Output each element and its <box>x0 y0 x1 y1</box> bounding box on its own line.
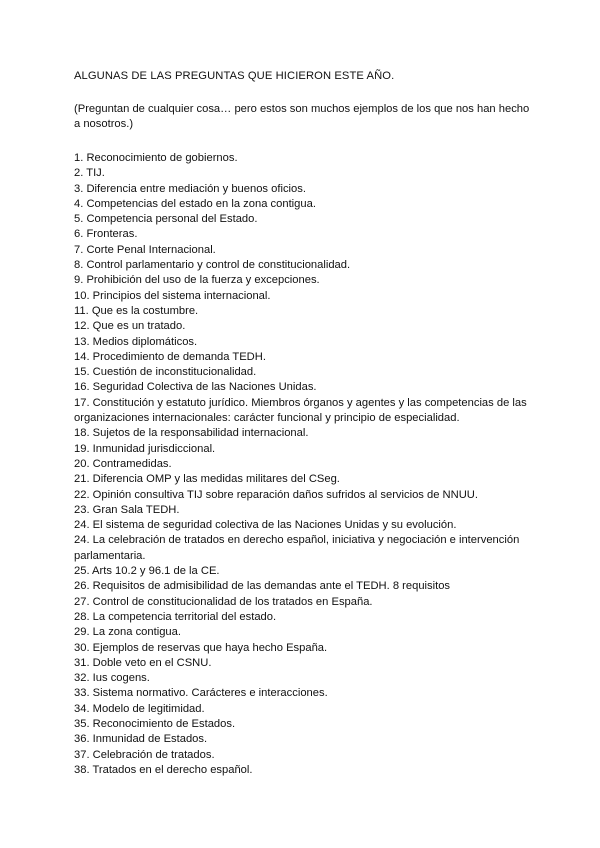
question-item: 37. Celebración de tratados. <box>74 748 215 761</box>
question-item: 18. Sujetos de la responsabilidad internacional. <box>74 427 309 440</box>
question-item: 22. Opinión consultiva TIJ sobre reparación daños sufridos al servicios de NNUU. <box>74 488 478 501</box>
question-item: 27. Control de constitucionalidad de los tratados en España. <box>74 595 373 608</box>
question-item: 11. Que es la costumbre. <box>74 304 199 317</box>
question-item: 17. Constitución y estatuto jurídico. Miembros órganos y agentes y las competencias de las organizaciones internacionales: carácter funcional y principio de especialidad. <box>74 396 527 425</box>
question-item: 26. Requisitos de admisibilidad de las demandas ante el TEDH. 8 requisitos <box>74 580 451 593</box>
question-item: 8. Control parlamentario y control de constitucionalidad. <box>74 259 351 272</box>
question-list <box>74 151 536 778</box>
page-title: ALGUNAS DE LAS PREGUNTAS QUE HICIERON ESTE AÑO. <box>74 70 395 82</box>
question-item: 24. La celebración de tratados en derecho español, iniciativa y negociación e intervención parlamentaria. <box>74 534 520 562</box>
question-item: 4. Competencias del estado en la zona contigua. <box>74 197 316 210</box>
question-item: 3. Diferencia entre mediación y buenos oficios. <box>74 182 306 195</box>
question-item: 28. La competencia territorial del estado. <box>74 610 277 623</box>
question-item: 19. Inmunidad jurisdiccional. <box>74 442 216 455</box>
question-item: 31. Doble veto en el CSNU. <box>74 656 212 669</box>
question-item: 14. Procedimiento de demanda TEDH. <box>74 350 266 363</box>
question-item: 9. Prohibición del uso de la fuerza y excepciones. <box>74 274 320 287</box>
question-item: 36. Inmunidad de Estados. <box>74 733 208 746</box>
question-item: 23. Gran Sala TEDH. <box>74 503 180 516</box>
intro-paragraph: (Preguntan de cualquier cosa… pero estos son muchos ejemplos de los que nos han hecho a nosotros.) <box>74 103 530 131</box>
question-item: 38. Tratados en el derecho español. <box>74 763 253 776</box>
question-item: 34. Modelo de legitimidad. <box>74 702 205 715</box>
question-item: 30. Ejemplos de reservas que haya hecho España. <box>74 641 328 654</box>
question-item: 6. Fronteras. <box>74 228 138 241</box>
question-item: 32. Ius cogens. <box>74 672 150 685</box>
question-item: 25. Arts 10.2 y 96.1 de la CE. <box>74 565 220 578</box>
question-item: 24. El sistema de seguridad colectiva de las Naciones Unidas y su evolución. <box>74 519 457 532</box>
question-item: 15. Cuestión de inconstitucionalidad. <box>74 366 257 379</box>
question-item: 20. Contramedidas. <box>74 457 172 470</box>
question-item: 10. Principios del sistema internacional. <box>74 289 271 302</box>
question-item: 21. Diferencia OMP y las medidas militares del CSeg. <box>74 473 340 486</box>
question-item: 29. La zona contigua. <box>74 626 181 639</box>
question-item: 2. TIJ. <box>74 167 105 180</box>
question-item: 33. Sistema normativo. Carácteres e interacciones. <box>74 687 328 700</box>
question-item: 5. Competencia personal del Estado. <box>74 213 258 226</box>
question-item: 7. Corte Penal Internacional. <box>74 243 216 256</box>
question-item: 12. Que es un tratado. <box>74 320 186 333</box>
question-item: 1. Reconocimiento de gobiernos. <box>74 152 238 164</box>
question-item: 16. Seguridad Colectiva de las Naciones Unidas. <box>74 381 317 394</box>
question-item: 35. Reconocimiento de Estados. <box>74 717 236 730</box>
question-item: 13. Medios diplomáticos. <box>74 335 198 348</box>
